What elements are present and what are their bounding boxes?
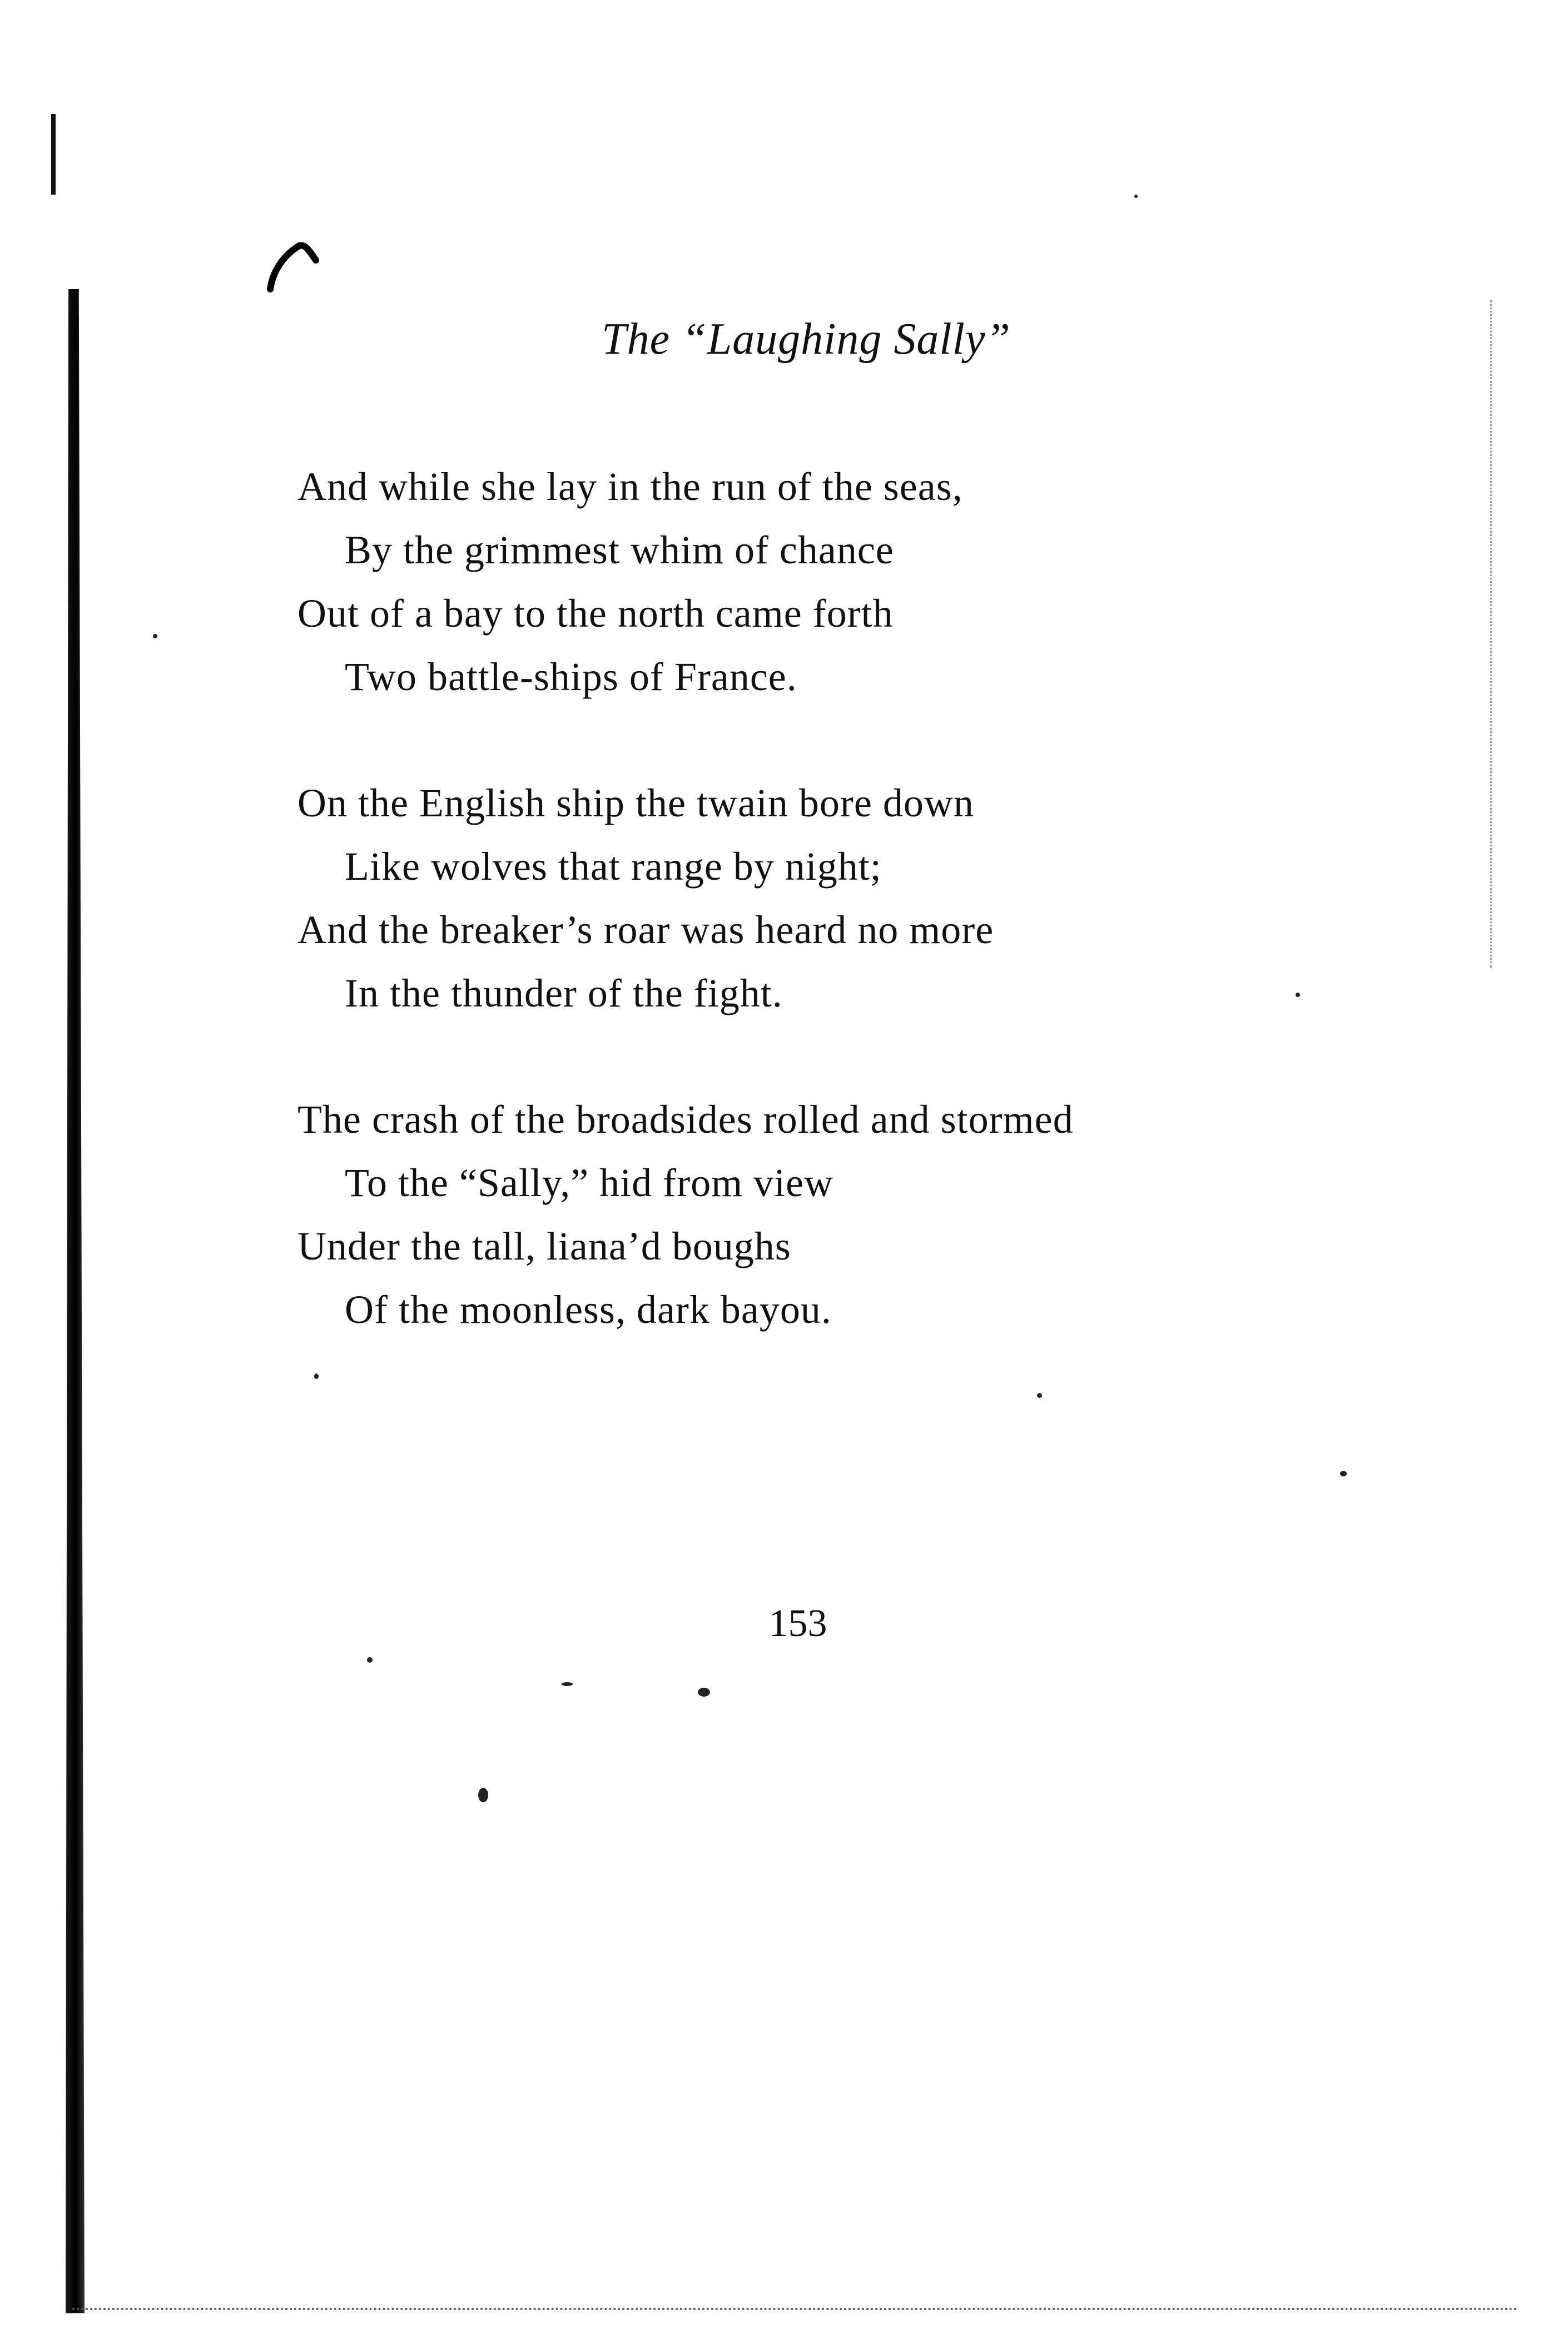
poem-line: Of the moonless, dark bayou. — [345, 1287, 832, 1332]
binding-shadow — [66, 289, 85, 2313]
stanza-2 — [297, 771, 1465, 1025]
scan-speck — [562, 1682, 573, 1686]
binding-edge-top — [51, 114, 56, 195]
scan-speck — [1340, 1471, 1347, 1476]
poem-line: In the thunder of the fight. — [345, 971, 783, 1015]
right-edge-specks — [1490, 300, 1492, 968]
scan-speck — [1037, 1393, 1042, 1398]
scan-speck — [1296, 993, 1300, 997]
scan-speck — [153, 634, 157, 638]
scan-speck — [478, 1788, 488, 1802]
poem-line: On the English ship the twain bore down — [297, 781, 974, 825]
poem-line: Out of a bay to the north came forth — [297, 591, 894, 636]
poem-line: And while she lay in the run of the seas, — [297, 464, 963, 509]
poem-line: The crash of the broadsides rolled and stormed — [297, 1097, 1074, 1142]
poem-line: By the grimmest whim of chance — [345, 528, 894, 572]
poem-line: To the “Sally,” hid from view — [345, 1161, 834, 1205]
poem-line: Like wolves that range by night; — [345, 844, 882, 889]
page-number: 153 — [768, 1602, 827, 1645]
poem-line: Two battle-ships of France. — [345, 655, 797, 699]
poem-line: Under the tall, liana’d boughs — [297, 1224, 791, 1268]
stanza-3 — [297, 1088, 1465, 1341]
scan-speck — [698, 1688, 710, 1697]
pen-mark-icon — [260, 234, 327, 295]
scan-speck — [1134, 195, 1138, 198]
running-title: The “Laughing Sally” — [602, 315, 1011, 364]
scan-speck — [314, 1374, 319, 1379]
poem-line: And the breaker’s roar was heard no more — [297, 908, 994, 952]
stanza-1 — [297, 455, 1465, 708]
bottom-edge-specks — [72, 2308, 1518, 2310]
poem — [297, 455, 1465, 1404]
scan-speck — [367, 1657, 373, 1663]
